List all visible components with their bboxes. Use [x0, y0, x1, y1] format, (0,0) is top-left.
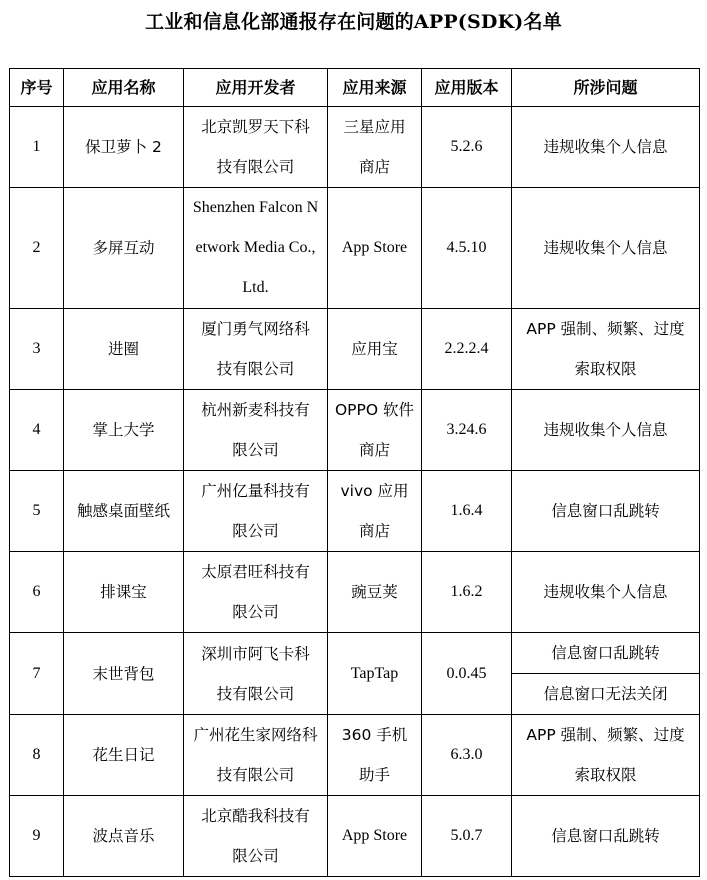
- cell-issue: 违规收集个人信息: [512, 552, 700, 633]
- cell-developer: 杭州新麦科技有限公司: [184, 390, 328, 471]
- cell-app-name: 末世背包: [64, 633, 184, 715]
- cell-version: 6.3.0: [422, 715, 512, 796]
- header-developer: 应用开发者: [184, 69, 328, 107]
- table-row: [10, 552, 700, 633]
- table-row: [10, 188, 700, 309]
- cell-issue: 信息窗口乱跳转: [512, 796, 700, 877]
- cell-issue: 信息窗口无法关闭: [512, 674, 700, 715]
- table-row: [10, 471, 700, 552]
- cell-index: 3: [10, 309, 64, 390]
- table-row: [10, 633, 700, 674]
- cell-developer: 太原君旺科技有限公司: [184, 552, 328, 633]
- header-index: 序号: [10, 69, 64, 107]
- table-header-row: [10, 69, 700, 107]
- cell-index: 6: [10, 552, 64, 633]
- header-source: 应用来源: [328, 69, 422, 107]
- cell-issue: 信息窗口乱跳转: [512, 471, 700, 552]
- cell-source: 360 手机助手: [328, 715, 422, 796]
- cell-app-name: 花生日记: [64, 715, 184, 796]
- cell-issue: APP 强制、频繁、过度索取权限: [512, 715, 700, 796]
- cell-developer: Shenzhen Falcon Network Media Co., Ltd.: [184, 188, 328, 309]
- table-row: [10, 107, 700, 188]
- header-app-name: 应用名称: [64, 69, 184, 107]
- app-list-table: [9, 68, 700, 877]
- cell-index: 2: [10, 188, 64, 309]
- cell-source: 应用宝: [328, 309, 422, 390]
- cell-issue: 信息窗口乱跳转: [512, 633, 700, 674]
- cell-version: 1.6.4: [422, 471, 512, 552]
- cell-source: OPPO 软件商店: [328, 390, 422, 471]
- cell-index: 1: [10, 107, 64, 188]
- table-row: [10, 309, 700, 390]
- cell-version: 5.2.6: [422, 107, 512, 188]
- cell-index: 8: [10, 715, 64, 796]
- cell-app-name: 多屏互动: [64, 188, 184, 309]
- cell-app-name: 波点音乐: [64, 796, 184, 877]
- header-issue: 所涉问题: [512, 69, 700, 107]
- cell-index: 7: [10, 633, 64, 715]
- cell-app-name: 掌上大学: [64, 390, 184, 471]
- cell-issue: APP 强制、频繁、过度索取权限: [512, 309, 700, 390]
- cell-developer: 厦门勇气网络科技有限公司: [184, 309, 328, 390]
- cell-issue: 违规收集个人信息: [512, 390, 700, 471]
- cell-developer: 广州亿量科技有限公司: [184, 471, 328, 552]
- document-title: 工业和信息化部通报存在问题的APP(SDK)名单: [145, 11, 562, 33]
- cell-source: App Store: [328, 796, 422, 877]
- table-row: [10, 715, 700, 796]
- cell-issue: 违规收集个人信息: [512, 188, 700, 309]
- cell-source: 豌豆荚: [328, 552, 422, 633]
- cell-source: vivo 应用商店: [328, 471, 422, 552]
- cell-index: 4: [10, 390, 64, 471]
- cell-developer: 北京酷我科技有限公司: [184, 796, 328, 877]
- cell-app-name: 触感桌面壁纸: [64, 471, 184, 552]
- cell-version: 3.24.6: [422, 390, 512, 471]
- cell-developer: 北京凯罗天下科技有限公司: [184, 107, 328, 188]
- cell-index: 5: [10, 471, 64, 552]
- cell-version: 0.0.45: [422, 633, 512, 715]
- cell-issue: 违规收集个人信息: [512, 107, 700, 188]
- cell-version: 4.5.10: [422, 188, 512, 309]
- cell-developer: 深圳市阿飞卡科技有限公司: [184, 633, 328, 715]
- cell-version: 5.0.7: [422, 796, 512, 877]
- cell-version: 2.2.2.4: [422, 309, 512, 390]
- cell-source: 三星应用商店: [328, 107, 422, 188]
- cell-app-name: 保卫萝卜 2: [64, 107, 184, 188]
- cell-version: 1.6.2: [422, 552, 512, 633]
- table-row: [10, 796, 700, 877]
- cell-developer: 广州花生家网络科技有限公司: [184, 715, 328, 796]
- header-version: 应用版本: [422, 69, 512, 107]
- cell-app-name: 进圈: [64, 309, 184, 390]
- table-row: [10, 390, 700, 471]
- cell-source: App Store: [328, 188, 422, 309]
- cell-index: 9: [10, 796, 64, 877]
- cell-app-name: 排课宝: [64, 552, 184, 633]
- cell-source: TapTap: [328, 633, 422, 715]
